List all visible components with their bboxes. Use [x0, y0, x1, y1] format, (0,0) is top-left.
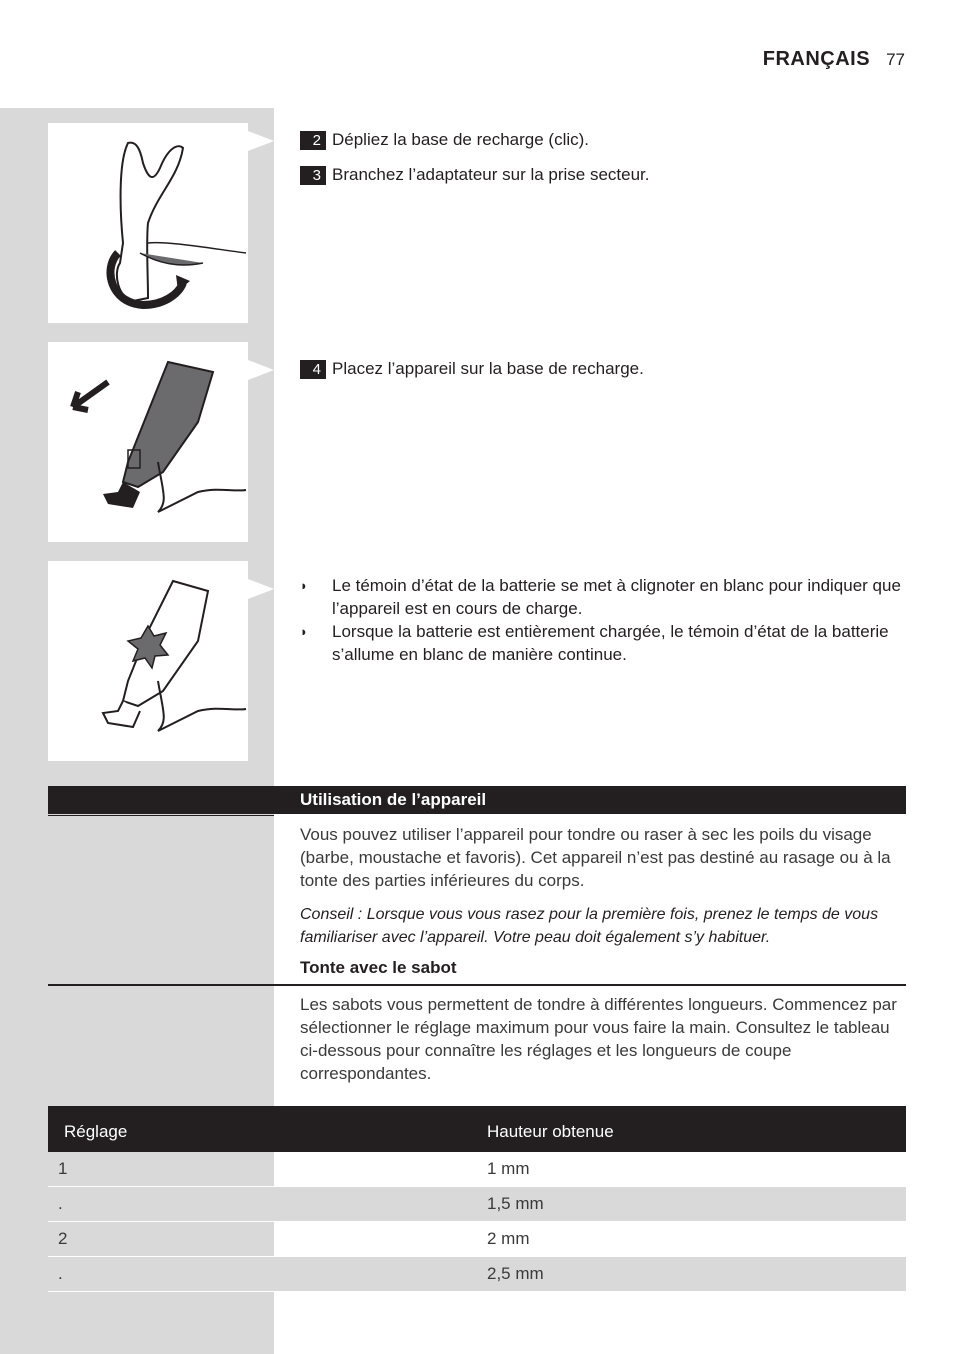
page-header — [763, 48, 905, 71]
tip-text: Conseil : Lorsque vous vous rasez pour la première fois, prenez le temps de vous familiariser avec l’appareil. Votre peau doit également s’y habituer. — [300, 906, 879, 946]
subsection-divider — [48, 984, 906, 986]
setting-cell: 1 — [48, 1152, 487, 1187]
setting-cell: . — [48, 1257, 487, 1292]
subsection-title: Tonte avec le sabot — [300, 958, 457, 977]
unfold-stand-illustration — [48, 123, 248, 323]
battery-indicator-illustration — [48, 561, 248, 761]
figure-unfold-stand — [48, 123, 248, 323]
bullet-icon: ◗ — [300, 578, 308, 593]
figure-battery-indicator — [48, 561, 248, 761]
subsection-text: Les sabots vous permettent de tondre à différentes longueurs. Commencez par sélectionner le réglage maximum pour vous faire la main. Consultez le tableau ci-dessous pour connaître les réglages et les longueurs de coupe correspondantes. — [300, 995, 897, 1083]
length-cell: 2,5 mm — [487, 1257, 906, 1292]
column-header-setting: Réglage — [48, 1106, 487, 1152]
step-3 — [300, 165, 650, 185]
page-number: 77 — [886, 50, 905, 69]
bullet-text: Lorsque la batterie est entièrement chargée, le témoin d’état de la batterie s’allume en blanc de manière continue. — [332, 622, 889, 664]
length-cell: 1 mm — [487, 1152, 906, 1187]
table-row — [48, 1257, 906, 1292]
step-text: Dépliez la base de recharge (clic). — [332, 130, 590, 149]
table-row — [48, 1222, 906, 1257]
step-number: 3 — [300, 166, 326, 185]
step-text: Branchez l’adaptateur sur la prise secteur. — [332, 165, 650, 184]
table-header-row — [48, 1106, 906, 1152]
figure-pointer — [248, 131, 274, 151]
figure-place-trimmer — [48, 342, 248, 542]
setting-cell: . — [48, 1187, 487, 1222]
column-header-length: Hauteur obtenue — [487, 1106, 906, 1152]
setting-cell: 2 — [48, 1222, 487, 1257]
language-label: FRANÇAIS — [762, 48, 871, 70]
battery-status-list — [300, 574, 906, 666]
step-text: Placez l’appareil sur la base de recharge. — [332, 359, 644, 378]
place-trimmer-illustration — [48, 342, 248, 542]
settings-table — [48, 1106, 906, 1292]
section-heading-bar — [48, 786, 906, 814]
table-row — [48, 1187, 906, 1222]
list-item — [300, 574, 906, 620]
step-number: 2 — [300, 131, 326, 150]
length-cell: 2 mm — [487, 1222, 906, 1257]
section-divider — [48, 815, 274, 816]
length-cell: 1,5 mm — [487, 1187, 906, 1222]
step-2 — [300, 130, 589, 150]
bullet-text: Le témoin d’état de la batterie se met à clignoter en blanc pour indiquer que l’appareil est en cours de charge. — [332, 576, 901, 618]
bullet-icon: ◗ — [300, 624, 308, 639]
figure-pointer — [248, 579, 274, 599]
section-intro: Vous pouvez utiliser l’appareil pour tondre ou raser à sec les poils du visage (barbe, moustache et favoris). Cet appareil n’est pas destiné au rasage ou à la tonte des parties inférieures du corps. — [300, 825, 891, 890]
step-4 — [300, 359, 644, 379]
list-item — [300, 620, 906, 666]
table-row — [48, 1152, 906, 1187]
step-number: 4 — [300, 360, 326, 379]
figure-pointer — [248, 360, 274, 380]
section-title: Utilisation de l’appareil — [300, 790, 487, 809]
